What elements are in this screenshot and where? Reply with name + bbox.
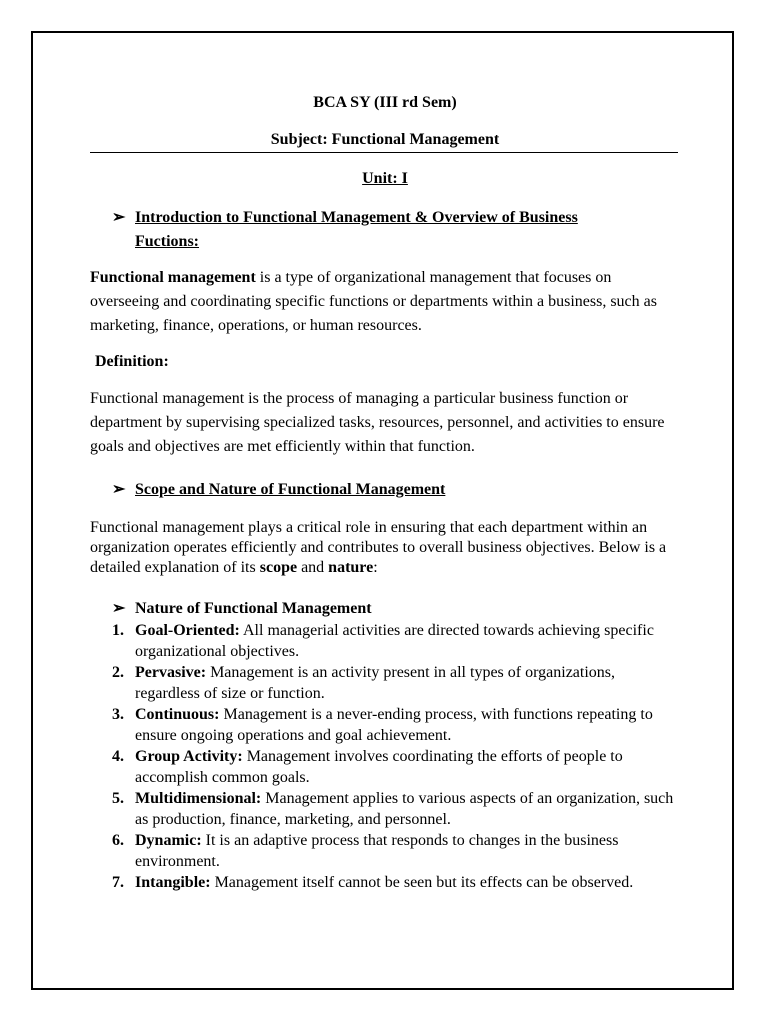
list-item-number: 2. <box>112 664 124 681</box>
arrow-bullet-icon: ➢ <box>112 600 126 617</box>
list-item <box>90 620 680 662</box>
list-item-term: Goal-Oriented: <box>135 622 240 639</box>
list-item-number: 6. <box>112 832 124 849</box>
list-item-desc: It is an adaptive process that responds to changes in the business environment. <box>135 832 619 870</box>
list-item <box>90 830 680 872</box>
scope-and: and <box>297 559 329 576</box>
list-item-number: 1. <box>112 622 124 639</box>
list-item-number: 4. <box>112 748 124 765</box>
section-intro-heading-line1: Introduction to Functional Management & Overview of Business <box>135 209 578 226</box>
list-item-desc: Management involves coordinating the efforts of people to accomplish common goals. <box>135 748 623 786</box>
header-divider <box>90 152 678 153</box>
definition-heading: Definition: <box>95 353 169 370</box>
scope-term: scope <box>259 559 298 576</box>
nature-term: nature <box>328 559 374 576</box>
list-item-desc: All managerial activities are directed towards achieving specific organizational objectives. <box>135 622 654 660</box>
nature-heading-text: Nature of Functional Management <box>135 600 372 617</box>
list-item-desc: Management is an activity present in all types of organizations, regardless of size or function. <box>135 664 616 702</box>
course-title: BCA SY (III rd Sem) <box>313 94 457 111</box>
section-intro-heading-line2: Fuctions: <box>135 233 199 250</box>
intro-paragraph <box>90 266 680 338</box>
list-item-term: Intangible: <box>135 874 211 891</box>
intro-text: is a type of organizational management that focuses on overseeing and coordinating specific functions or departments within a business, such as marketing, finance, operations, or human resources. <box>90 269 657 334</box>
unit-title: Unit: I <box>362 170 408 187</box>
list-item <box>90 662 680 704</box>
arrow-bullet-icon: ➢ <box>112 481 126 498</box>
list-item-term: Multidimensional: <box>135 790 262 807</box>
list-item-number: 3. <box>112 706 124 723</box>
list-item-term: Dynamic: <box>135 832 202 849</box>
scope-intro-paragraph <box>90 518 680 578</box>
list-item-desc: Management applies to various aspects of an organization, such as production, finance, marketing, and personnel. <box>135 790 674 828</box>
list-item <box>90 788 680 830</box>
scope-intro-end: : <box>373 559 378 576</box>
list-item-desc: Management itself cannot be seen but its effects can be observed. <box>210 874 634 891</box>
intro-term: Functional management <box>90 269 256 286</box>
list-item-term: Continuous: <box>135 706 220 723</box>
list-item-term: Pervasive: <box>135 664 207 681</box>
subject-title: Subject: Functional Management <box>270 131 500 148</box>
nature-list <box>90 620 680 893</box>
section-scope-heading-text: Scope and Nature of Functional Management <box>135 481 446 498</box>
list-item <box>90 704 680 746</box>
list-item-number: 5. <box>112 790 124 807</box>
list-item-term: Group Activity: <box>135 748 243 765</box>
list-item <box>90 746 680 788</box>
list-item-number: 7. <box>112 874 124 891</box>
list-item-desc: Management is a never-ending process, with functions repeating to ensure ongoing operations and goal achievement. <box>135 706 653 744</box>
list-item <box>90 872 680 893</box>
definition-paragraph: Functional management is the process of managing a particular business function or department by supervising specialized tasks, resources, personnel, and activities to ensure goals and objectives are met efficiently within that function. <box>90 390 665 455</box>
scope-intro-text: Functional management plays a critical role in ensuring that each department within an organization operates efficiently and contributes to overall business objectives. Below is a detailed explanation of its <box>90 519 667 576</box>
arrow-bullet-icon: ➢ <box>112 209 126 226</box>
